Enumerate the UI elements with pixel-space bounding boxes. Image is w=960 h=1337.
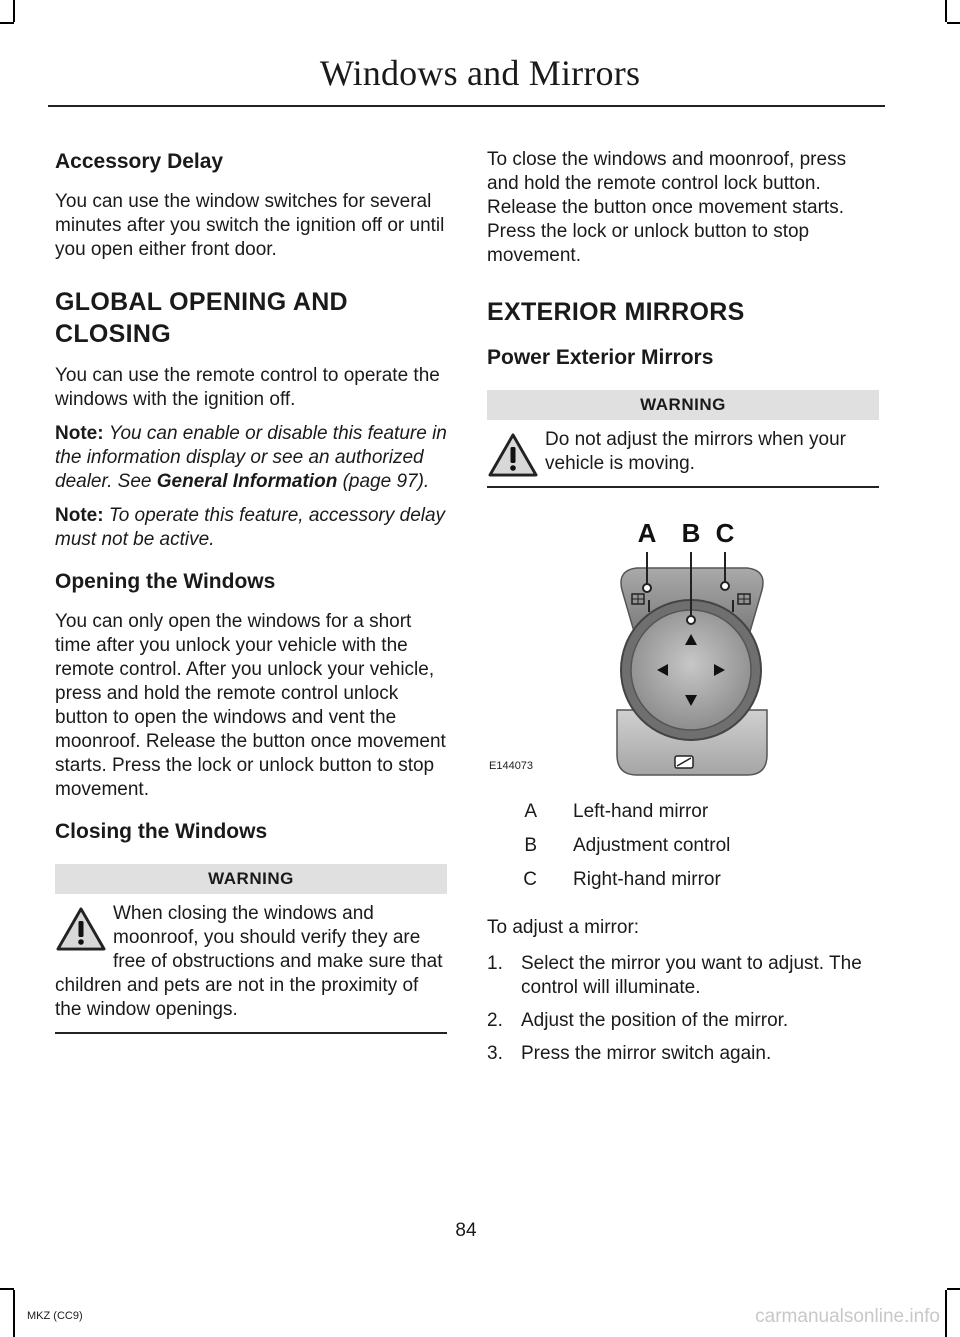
legend-label: Adjustment control — [573, 835, 731, 856]
step-number: 3. — [487, 1043, 503, 1064]
legend-row — [487, 834, 879, 868]
warning-triangle-icon — [55, 906, 107, 952]
note-text: To operate this feature, accessory delay must not be active. — [55, 505, 446, 550]
page-number: 84 — [455, 1220, 477, 1241]
step-text: Adjust the position of the mirror. — [521, 1010, 789, 1031]
page-reference: (page 97). — [342, 471, 430, 492]
accessory-delay-text: You can use the window switches for several minutes after you switch the ignition off or until you open either front door. — [55, 191, 445, 260]
global-heading-line1: GLOBAL OPENING AND — [55, 288, 348, 316]
callout-b: B — [681, 518, 701, 548]
adjust-intro: To adjust a mirror: — [487, 917, 640, 938]
step-item — [487, 1009, 879, 1033]
crop-mark — [0, 22, 14, 24]
warning-box — [487, 428, 879, 488]
closing-windows-heading: Closing the Windows — [55, 820, 268, 843]
crop-mark — [0, 1288, 14, 1290]
step-item — [487, 1042, 879, 1066]
adjust-steps — [487, 952, 879, 1066]
note-label: Note: — [55, 423, 104, 444]
legend-row — [487, 800, 879, 834]
step-text: Select the mirror you want to adjust. The control will illuminate. — [521, 953, 862, 998]
callout-a: A — [637, 518, 657, 548]
opening-windows-text: You can only open the windows for a short time after you unlock your vehicle with the remote control. After you unlock your vehicle, press and hold the remote control unlock button to open the windows and vent the moonroof. Release the button once movement starts. Press the lock or unlock button to stop movement. — [55, 611, 446, 800]
model-code: MKZ (CC9) — [27, 1310, 83, 1322]
global-opening-heading — [55, 286, 447, 350]
step-item — [487, 952, 879, 1000]
note-info-display — [55, 422, 447, 494]
global-opening-text: You can use the remote control to operate the windows with the ignition off. — [55, 365, 440, 410]
crop-mark — [945, 1290, 947, 1337]
figure-legend — [487, 800, 879, 902]
title-divider — [48, 105, 885, 107]
page-title: Windows and Mirrors — [319, 53, 641, 93]
crop-mark — [945, 0, 947, 22]
legend-label: Left-hand mirror — [573, 801, 709, 822]
callout-c: C — [715, 518, 735, 548]
step-number: 2. — [487, 1010, 503, 1031]
step-number: 1. — [487, 953, 503, 974]
general-information-link[interactable]: General Information — [156, 471, 338, 492]
adjustment-knob[interactable] — [631, 610, 751, 730]
note-label: Note: — [55, 505, 104, 526]
figure-id: E144073 — [489, 760, 534, 772]
step-text: Press the mirror switch again. — [521, 1043, 772, 1064]
legend-key: A — [524, 801, 537, 822]
legend-key: C — [523, 869, 537, 890]
accessory-delay-heading: Accessory Delay — [55, 150, 224, 173]
close-windows-text: To close the windows and moonroof, press and hold the remote control lock button. Release the button once movement starts. Press the lock or unlock button to stop movement. — [487, 149, 847, 266]
note-text: You can enable or disable this feature in the information display or see an authorized dealer. See — [55, 423, 447, 492]
legend-label: Right-hand mirror — [573, 869, 721, 890]
warning-triangle-icon — [487, 432, 539, 478]
global-heading-line2: CLOSING — [55, 320, 171, 348]
opening-windows-heading: Opening the Windows — [55, 570, 276, 593]
mirror-control-figure — [487, 500, 879, 782]
legend-row — [487, 868, 879, 902]
crop-mark — [947, 22, 960, 24]
warning-header: WARNING — [55, 864, 447, 894]
warning-text: When closing the windows and moonroof, you should verify they are free of obstructions and make sure that children and pets are not in the proximity of the window openings. — [55, 903, 443, 1020]
fold-mirror-icon[interactable] — [675, 756, 693, 768]
note-accessory-delay — [55, 504, 447, 552]
left-column — [55, 148, 447, 1034]
exterior-mirrors-heading: EXTERIOR MIRRORS — [487, 298, 745, 326]
warning-header: WARNING — [487, 390, 879, 420]
power-mirrors-heading: Power Exterior Mirrors — [487, 346, 714, 369]
legend-key: B — [524, 835, 537, 856]
crop-mark — [13, 1290, 15, 1337]
warning-box — [55, 902, 447, 1034]
crop-mark — [947, 1288, 960, 1290]
crop-mark — [13, 0, 15, 22]
warning-text: Do not adjust the mirrors when your vehicle is moving. — [545, 429, 846, 474]
mirror-control-illustration — [487, 500, 879, 782]
watermark: carmanualsonline.info — [755, 1306, 940, 1327]
right-column — [487, 148, 879, 1075]
